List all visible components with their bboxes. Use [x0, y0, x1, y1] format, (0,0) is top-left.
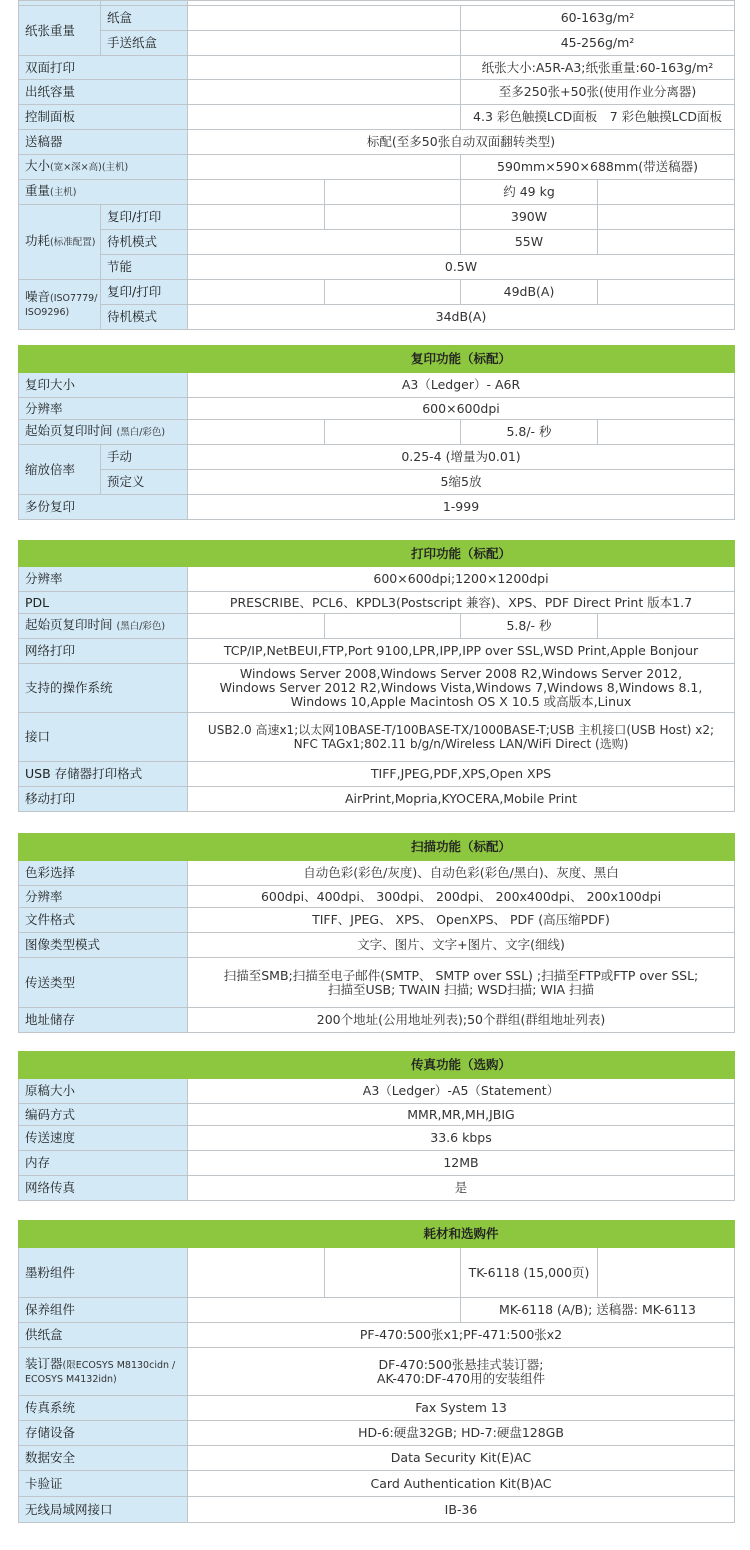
table-row [19, 130, 735, 155]
table-row [19, 305, 735, 330]
power-standby-value: 55W [461, 230, 598, 255]
storage-label: 存储设备 [19, 1421, 188, 1446]
weight-label-text: 重量 [25, 183, 51, 198]
interface-line: NFC TAGx1;802.11 b/g/n/Wireless LAN/WiFi Direct (选购) [293, 737, 629, 751]
blank-cell [188, 230, 461, 255]
table-row [19, 255, 735, 280]
paper-weight-label: 纸张重量 [19, 6, 101, 56]
table-row [19, 1348, 735, 1396]
table-row [19, 1126, 735, 1151]
finisher-label-note: ECOSYS M4132idn) [25, 1373, 117, 1385]
zoom-manual-label: 手动 [101, 445, 188, 470]
header-blank [19, 1221, 188, 1248]
table-row [19, 567, 735, 592]
table-row [19, 958, 735, 1008]
image-mode-label: 图像类型模式 [19, 933, 188, 958]
blank-cell [325, 420, 461, 445]
speed-value: 33.6 kbps [188, 1126, 735, 1151]
finisher-line: AK-470:DF-470用的安装组件 [376, 1370, 546, 1386]
header-blank [19, 834, 188, 861]
toner-label: 墨粉组件 [19, 1248, 188, 1298]
header-blank [19, 541, 188, 567]
table-row [19, 933, 735, 958]
zoom-preset-label: 预定义 [101, 470, 188, 495]
image-mode-value: 文字、图片、文字+图片、文字(细线) [188, 933, 735, 958]
storage-value: HD-6:硬盘32GB; HD-7:硬盘128GB [188, 1421, 735, 1446]
table-row [19, 1446, 735, 1471]
print-first-label [19, 614, 188, 639]
table-row [19, 155, 735, 180]
duplex-label: 双面打印 [19, 56, 188, 80]
output-label: 出纸容量 [19, 80, 188, 105]
zoom-label: 缩放倍率 [19, 445, 101, 495]
table-row [19, 6, 735, 31]
blank-cell [188, 31, 461, 56]
toner-value: TK-6118 (15,000页) [461, 1248, 598, 1298]
table-row [19, 1176, 735, 1201]
blank-cell [598, 614, 735, 639]
usb-format-value: TIFF,JPEG,PDF,XPS,Open XPS [188, 762, 735, 787]
blank-cell [188, 180, 325, 205]
noise-standby-value: 34dB(A) [188, 305, 735, 330]
os-label: 支持的操作系统 [19, 664, 188, 713]
power-eco-label: 节能 [101, 255, 188, 280]
noise-label-note: (ISO7779/ ISO9296) [25, 292, 98, 318]
copy-spec-table [18, 345, 735, 520]
table-row [19, 1079, 735, 1104]
pdl-label: PDL [19, 592, 188, 614]
zoom-preset-value: 5缩5放 [188, 470, 735, 495]
fax-system-value: Fax System 13 [188, 1396, 735, 1421]
network-print-label: 网络打印 [19, 639, 188, 664]
size-label-text: 大小 [25, 158, 51, 173]
blank-cell [188, 1298, 461, 1323]
table-row [19, 592, 735, 614]
print-spec-table [18, 540, 735, 812]
send-type-line: 扫描至SMB;扫描至电子邮件(SMTP、 SMTP over SSL) ;扫描至FTP或FTP over SSL; [223, 967, 699, 983]
power-copy-value: 390W [461, 205, 598, 230]
header-blank [19, 346, 188, 373]
print-first-label-note: (黑白/彩色) [116, 621, 166, 632]
color-select-label: 色彩选择 [19, 861, 188, 886]
blank-cell [188, 56, 461, 80]
power-eco-value: 0.5W [188, 255, 735, 280]
scan-spec-table [18, 833, 735, 1033]
send-type-label: 传送类型 [19, 958, 188, 1008]
finisher-label-text: 装订器 [25, 1355, 63, 1371]
table-row [19, 1248, 735, 1298]
header-blank [19, 1052, 188, 1079]
finisher-line: DF-470:500张悬挂式装订器; [378, 1356, 544, 1372]
table-row [19, 1471, 735, 1497]
table-row [19, 205, 735, 230]
blank-cell [598, 1248, 735, 1298]
wlan-label: 无线局域网接口 [19, 1497, 188, 1523]
blank-cell [325, 280, 461, 305]
os-line: Windows 10,Apple Macintosh OS X 10.5 或高版本,Linux [290, 694, 632, 709]
output-value: 至多250张+50张(使用作业分离器) [461, 80, 735, 105]
blank-cell [188, 6, 461, 31]
feeder-value: 标配(至多50张自动双面翻转类型) [188, 130, 735, 155]
blank-cell [188, 205, 325, 230]
scan-section-title: 扫描功能（标配） [188, 834, 735, 861]
paper-feeder-label: 供纸盒 [19, 1323, 188, 1348]
fax-section-title: 传真功能（选购） [188, 1052, 735, 1079]
finisher-value [188, 1348, 735, 1396]
interface-line: USB2.0 高速x1;以太网10BASE-T/100BASE-TX/1000BASE-T;USB 主机接口(USB Host) x2; [207, 723, 715, 737]
table-row [19, 495, 735, 520]
table-row [19, 1323, 735, 1348]
power-standby-label: 待机模式 [101, 230, 188, 255]
table-row [19, 861, 735, 886]
table-row [19, 1104, 735, 1126]
finisher-label-note: (限ECOSYS M8130cidn / [62, 1359, 176, 1371]
finisher-label [19, 1348, 188, 1396]
os-value [188, 664, 735, 713]
options-section-title: 耗材和选购件 [188, 1221, 735, 1248]
table-row [19, 398, 735, 420]
table-row [19, 31, 735, 56]
blank-cell [598, 180, 735, 205]
copy-size-value: A3（Ledger）- A6R [188, 373, 735, 398]
feeder-label: 送稿器 [19, 130, 188, 155]
noise-copy-label: 复印/打印 [101, 280, 188, 305]
section-header-row [19, 834, 735, 861]
blank-cell [325, 614, 461, 639]
table-row [19, 445, 735, 470]
table-row [19, 1421, 735, 1446]
table-row [19, 762, 735, 787]
table-row [19, 373, 735, 398]
usb-format-label: USB 存储器打印格式 [19, 762, 188, 787]
blank-cell [188, 420, 325, 445]
table-row [19, 664, 735, 713]
zoom-manual-value: 0.25-4 (增量为0.01) [188, 445, 735, 470]
blank-cell [188, 80, 461, 105]
scan-resolution-value: 600dpi、400dpi、 300dpi、 200dpi、 200x400dpi、 200x100dpi [188, 886, 735, 908]
table-row [19, 1008, 735, 1033]
network-fax-value: 是 [188, 1176, 735, 1201]
pdl-value: PRESCRIBE、PCL6、KPDL3(Postscript 兼容)、XPS、PDF Direct Print 版本1.7 [188, 592, 735, 614]
blank-cell [188, 614, 325, 639]
noise-copy-value: 49dB(A) [461, 280, 598, 305]
print-section-title: 打印功能（标配） [188, 541, 735, 567]
scan-resolution-label: 分辨率 [19, 886, 188, 908]
blank-cell [188, 105, 461, 130]
copy-size-label: 复印大小 [19, 373, 188, 398]
coding-label: 编码方式 [19, 1104, 188, 1126]
card-auth-value: Card Authentication Kit(B)AC [188, 1471, 735, 1497]
multi-copy-value: 1-999 [188, 495, 735, 520]
basic-spec-table [18, 0, 735, 330]
copy-first-label-note: (黑白/彩色) [116, 427, 166, 438]
table-row [19, 470, 735, 495]
section-header-row [19, 346, 735, 373]
print-first-value: 5.8/- 秒 [461, 614, 598, 639]
power-label-text: 功耗 [25, 233, 51, 248]
fax-spec-table [18, 1051, 735, 1201]
size-label-note: (宽×深×高)(主机) [50, 162, 129, 173]
print-first-label-text: 起始页复印时间 [25, 617, 113, 632]
copy-first-label-text: 起始页复印时间 [25, 423, 113, 438]
noise-label [19, 280, 101, 330]
original-size-value: A3（Ledger）-A5（Statement） [188, 1079, 735, 1104]
blank-cell [188, 1248, 325, 1298]
security-value: Data Security Kit(E)AC [188, 1446, 735, 1471]
cassette-value: 60-163g/m² [461, 6, 735, 31]
maintenance-value: MK-6118 (A/B); 送稿器: MK-6113 [461, 1298, 735, 1323]
copy-resolution-value: 600×600dpi [188, 398, 735, 420]
os-line: Windows Server 2012 R2,Windows Vista,Windows 7,Windows 8,Windows 8.1, [219, 680, 703, 695]
power-copy-label: 复印/打印 [101, 205, 188, 230]
address-label: 地址储存 [19, 1008, 188, 1033]
blank-cell [325, 180, 461, 205]
table-row [19, 180, 735, 205]
coding-value: MMR,MR,MH,JBIG [188, 1104, 735, 1126]
send-type-line: 扫描至USB; TWAIN 扫描; WSD扫描; WIA 扫描 [327, 981, 595, 997]
options-spec-table [18, 1220, 735, 1523]
table-row [19, 230, 735, 255]
table-row [19, 639, 735, 664]
multi-copy-label: 多份复印 [19, 495, 188, 520]
panel-label: 控制面板 [19, 105, 188, 130]
os-line: Windows Server 2008,Windows Server 2008 R2,Windows Server 2012, [239, 666, 683, 681]
print-resolution-value: 600×600dpi;1200×1200dpi [188, 567, 735, 592]
section-header-row [19, 1052, 735, 1079]
mobile-print-value: AirPrint,Mopria,KYOCERA,Mobile Print [188, 787, 735, 812]
wlan-value: IB-36 [188, 1497, 735, 1523]
noise-label-text: 噪音 [25, 288, 51, 304]
weight-value: 约 49 kg [461, 180, 598, 205]
table-row [19, 1298, 735, 1323]
memory-value: 12MB [188, 1151, 735, 1176]
noise-standby-label: 待机模式 [101, 305, 188, 330]
copy-first-label [19, 420, 188, 445]
network-print-value: TCP/IP,NetBEUI,FTP,Port 9100,LPR,IPP,IPP over SSL,WSD Print,Apple Bonjour [188, 639, 735, 664]
interface-label: 接口 [19, 713, 188, 762]
blank-cell [188, 155, 461, 180]
table-row [19, 713, 735, 762]
table-row [19, 105, 735, 130]
bypass-label: 手送纸盒 [101, 31, 188, 56]
print-resolution-label: 分辨率 [19, 567, 188, 592]
table-row [19, 908, 735, 933]
copy-first-value: 5.8/- 秒 [461, 420, 598, 445]
blank-cell [325, 1248, 461, 1298]
blank-cell [598, 230, 735, 255]
table-row [19, 614, 735, 639]
cassette-label: 纸盒 [101, 6, 188, 31]
file-format-value: TIFF、JPEG、 XPS、 OpenXPS、 PDF (高压缩PDF) [188, 908, 735, 933]
table-row [19, 80, 735, 105]
address-value: 200个地址(公用地址列表);50个群组(群组地址列表) [188, 1008, 735, 1033]
table-row [19, 1396, 735, 1421]
table-row [19, 1497, 735, 1523]
file-format-label: 文件格式 [19, 908, 188, 933]
copy-resolution-label: 分辨率 [19, 398, 188, 420]
table-row [19, 787, 735, 812]
power-label-note: (标准配置) [50, 237, 96, 248]
table-row [19, 1151, 735, 1176]
blank-cell [598, 280, 735, 305]
size-value: 590mm×590×688mm(带送稿器) [461, 155, 735, 180]
section-header-row [19, 1221, 735, 1248]
power-label [19, 205, 101, 280]
interface-value [188, 713, 735, 762]
table-row [19, 886, 735, 908]
blank-cell [325, 205, 461, 230]
fax-system-label: 传真系统 [19, 1396, 188, 1421]
blank-cell [188, 280, 325, 305]
color-select-value: 自动色彩(彩色/灰度)、自动色彩(彩色/黑白)、灰度、黑白 [188, 861, 735, 886]
security-label: 数据安全 [19, 1446, 188, 1471]
maintenance-label: 保养组件 [19, 1298, 188, 1323]
mobile-print-label: 移动打印 [19, 787, 188, 812]
speed-label: 传送速度 [19, 1126, 188, 1151]
panel-value: 4.3 彩色触摸LCD面板 7 彩色触摸LCD面板 [461, 105, 735, 130]
weight-label-note: (主机) [50, 187, 77, 198]
network-fax-label: 网络传真 [19, 1176, 188, 1201]
memory-label: 内存 [19, 1151, 188, 1176]
blank-cell [598, 205, 735, 230]
send-type-value [188, 958, 735, 1008]
table-row [19, 420, 735, 445]
table-row [19, 56, 735, 80]
card-auth-label: 卡验证 [19, 1471, 188, 1497]
blank-cell [598, 420, 735, 445]
weight-label [19, 180, 188, 205]
table-row [19, 280, 735, 305]
copy-section-title: 复印功能（标配） [188, 346, 735, 373]
section-header-row [19, 541, 735, 567]
original-size-label: 原稿大小 [19, 1079, 188, 1104]
paper-feeder-value: PF-470:500张x1;PF-471:500张x2 [188, 1323, 735, 1348]
size-label [19, 155, 188, 180]
bypass-value: 45-256g/m² [461, 31, 735, 56]
duplex-value: 纸张大小:A5R-A3;纸张重量:60-163g/m² [461, 56, 735, 80]
